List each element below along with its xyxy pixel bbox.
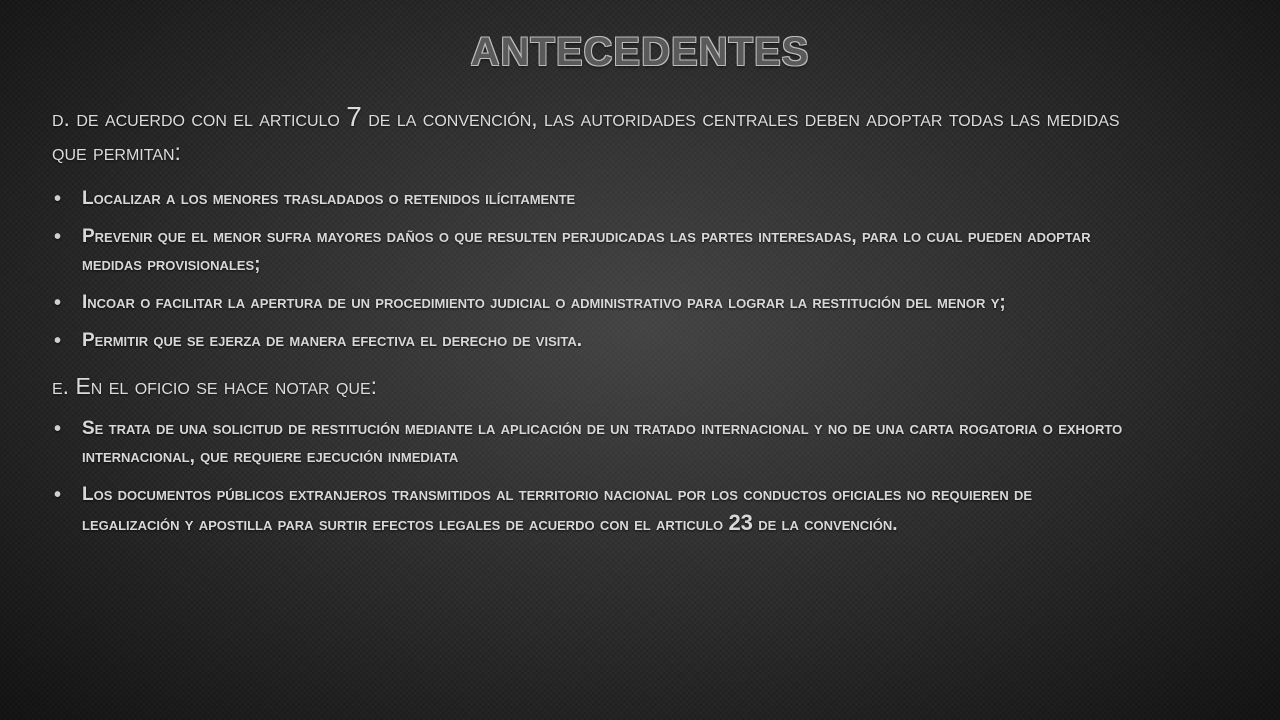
list-item-number: 23 — [728, 510, 753, 535]
section-d-list — [52, 185, 1132, 355]
list-item — [52, 481, 1132, 539]
list-item-text: Incoar o facilitar la apertura de un procedimiento judicial o administrativo para lograr la restitución del menor y; — [82, 292, 1006, 313]
bullet-icon: • — [54, 330, 62, 352]
list-item — [52, 327, 1132, 355]
list-item-text: Localizar a los menores trasladados o retenidos ilícitamente — [82, 188, 576, 209]
list-item — [52, 223, 1132, 279]
bullet-icon: • — [54, 226, 62, 248]
slide-content — [52, 100, 1132, 553]
section-d-heading — [52, 100, 1132, 169]
section-d-prefix: d. de acuerdo con el articulo — [52, 105, 347, 131]
list-item-suffix: de la convención. — [752, 514, 898, 535]
list-item — [52, 415, 1132, 471]
section-d-number: 7 — [346, 101, 362, 132]
bullet-icon: • — [54, 188, 62, 210]
list-item — [52, 289, 1132, 317]
section-e-list — [52, 415, 1132, 539]
list-item-text: Prevenir que el menor sufra mayores daños o que resulten perjudicadas las partes interesadas, para lo cual pueden adoptar medidas provisionales; — [82, 226, 1091, 275]
list-item-text: Permitir que se ejerza de manera efectiva el derecho de visita. — [82, 330, 583, 351]
bullet-icon: • — [54, 484, 62, 506]
section-e-heading: e. En el oficio se hace notar que: — [52, 373, 378, 399]
bullet-icon: • — [54, 418, 62, 440]
list-item-text: Se trata de una solicitud de restitución mediante la aplicación de un tratado internacional y no de una carta rogatoria o exhorto internacional, que requiere ejecución inmediata — [82, 418, 1123, 467]
bullet-icon: • — [54, 292, 62, 314]
list-item-prefix: Los documentos públicos extranjeros transmitidos al territorio nacional por los conductos oficiales no requieren de legalización y apostilla para surtir efectos legales de acuerdo con el articulo — [82, 484, 1033, 535]
slide-title: ANTECEDENTES — [470, 30, 810, 74]
list-item — [52, 185, 1132, 213]
section-d-suffix: de la convención, las autoridades centrales deben adoptar todas las medidas que permitan: — [52, 105, 1120, 165]
